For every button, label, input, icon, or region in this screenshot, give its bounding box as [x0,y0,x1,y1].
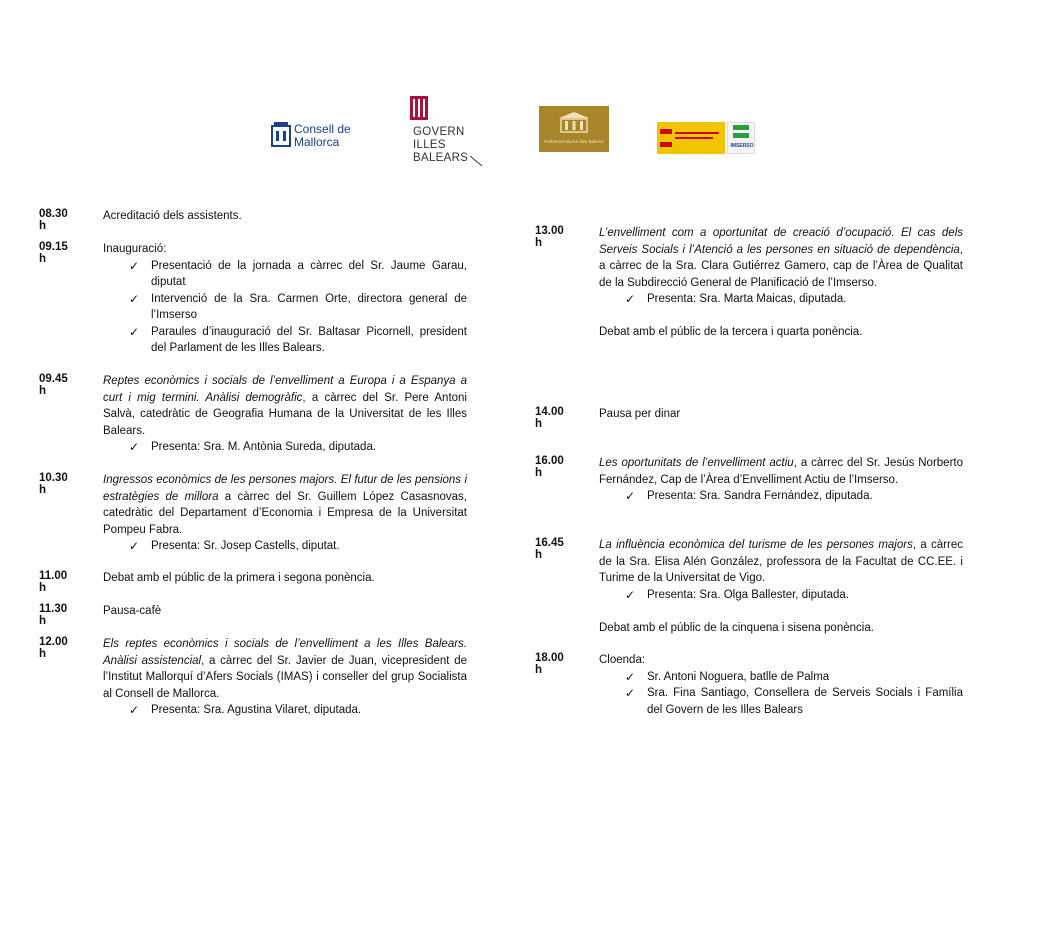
parlament-caption: Parlament de les Illes Balears [544,139,604,144]
entry-time: 12.00 h [39,636,68,660]
check-item: ✓ Presenta: Sra. M. Antònia Sureda, diputada. [129,440,377,454]
spain-shield-icon [660,129,672,147]
entry-text: Acreditació dels assistents. [103,210,242,222]
consell-logo-line2: Mallorca [294,135,340,149]
check-icon: ✓ [625,489,636,503]
govern-flag-icon [410,96,428,120]
check-icon: ✓ [129,539,140,553]
govern-illes-balears-logo [410,96,485,168]
check-item: ✓ Sr. Antoni Noguera, batlle de Palma [625,669,830,684]
entry-time: 16.00 h [535,455,564,479]
ministerio-imserso-logo [657,122,755,154]
check-icon: ✓ [129,440,140,454]
check-item: ✓ Intervenció de la Sra. Carmen Orte, directora general de l’Imserso [129,291,467,321]
check-icon: ✓ [129,703,140,717]
entry-text: Pausa-cafè [103,605,162,617]
entry-time: 18.00 h [535,652,564,676]
entry-text: Les oportunitats de l’envelliment actiu, a càrrec del Sr. Jesús Norberto Fernández, Cap de l’Àrea d’Envelliment Actiu de l’Imserso. [599,457,963,486]
entry-time: 11.00 h [39,570,68,594]
entry-text: Inauguració: [103,243,167,255]
consell-de-mallorca-logo [270,120,360,152]
entry-after-text: Debat amb el públic de la cinquena i sisena ponència. [599,621,874,634]
entry-time: 08.30 h [39,208,68,232]
govern-slash-icon [470,154,484,168]
govern-logo-line1: GOVERN [413,126,465,138]
check-icon: ✓ [129,324,140,339]
ministerio-banner [657,122,725,154]
entry-after-text: Debat amb el públic de la tercera i quarta ponència. [599,326,863,338]
govern-logo-line3: BALEARS [413,152,469,164]
check-item: ✓ Presenta: Sr. Josep Castells, diputat. [129,539,340,553]
parlament-logo [539,106,609,152]
entry-time: 13.00 h [535,225,564,249]
entry-time: 11.30 h [39,603,68,627]
logo-bar [0,92,1054,172]
entry-time: 09.15 h [39,241,68,265]
check-icon: ✓ [129,291,140,306]
entry-time: 16.45 h [535,537,564,561]
govern-logo-line2: ILLES [413,139,446,151]
check-item: ✓ Presenta: Sra. Olga Ballester, diputada. [625,587,850,602]
entry-text: Els reptes econòmics i socials de l’envelliment a les Illes Balears. Anàlisi assistencial, a càrrec del Sr. Javier de Juan, vicepresident de l’Institut Mallorquí d’Afers Socials (IMAS) i conseller del grup Socialista al Consell de Mallorca. [103,638,467,700]
entry-text: Pausa per dinar [599,408,681,420]
check-item: ✓ Sra. Fina Santiago, Consellera de Serveis Socials i Família del Govern de les Illes Balears [625,686,963,716]
imserso-caption: IMSERSO [730,143,754,149]
check-item: ✓ Presenta: Sra. Marta Maicas, diputada. [625,292,847,306]
entry-time: 14.00 h [535,406,564,430]
check-item: ✓ Presentació de la jornada a càrrec del Sr. Jaume Garau, diputat [129,258,467,288]
entry-text: La influència econòmica del turisme de les persones majors, a càrrec de la Sra. Elisa Alén González, professora de la Facultat de CC.EE. i Turime de la Universitat de Vigo. [599,539,963,584]
check-item: ✓ Paraules d’inauguració del Sr. Baltasar Picornell, president del Parlament de les Illes Balears. [129,324,467,354]
check-icon: ✓ [625,686,636,700]
check-item: ✓ Presenta: Sra. Agustina Vilaret, diputada. [129,703,362,717]
entry-text: Cloenda: [599,654,646,666]
entry-text: Debat amb el públic de la primera i segona ponència. [103,572,375,584]
consell-logo-line1: Consell de [294,122,351,136]
imserso-mark-icon [733,125,749,139]
check-icon: ✓ [129,258,140,273]
consell-emblem-icon [270,122,292,150]
entry-time: 10.30 h [39,472,68,496]
parlament-building-icon [559,112,589,134]
check-icon: ✓ [625,669,636,684]
entry-text: Ingressos econòmics de les persones majors. El futur de les pensions i estratègies de millora a càrrec del Sr. Guillem López Casasnovas, catedràtic del Departament d’Economia i Empresa de la Universitat Pompeu Fabra. [103,474,467,536]
check-icon: ✓ [625,587,636,602]
entry-text: L’envelliment com a oportunitat de creació d’ocupació. El cas dels Serveis Socials i l’Atenció a les persones en situació de dependència, a càrrec de la Sra. Clara Gutiérrez Gamero, cap de l’Àrea de Qualitat de la Subdirecció General de Planificació de l’Imserso. [599,227,963,289]
check-item: ✓ Presenta: Sra. Sandra Fernández, diputada. [625,489,873,503]
entry-time: 09.45 h [39,373,68,397]
check-icon: ✓ [625,292,636,306]
entry-text: Reptes econòmics i socials de l’envelliment a Europa i a Espanya a curt i mig termini. Anàlisi demogràfic, a càrrec del Sr. Pere Antoni Salvà, catedràtic de Geografia Humana de la Universitat de les Illes Balears. [103,375,467,437]
